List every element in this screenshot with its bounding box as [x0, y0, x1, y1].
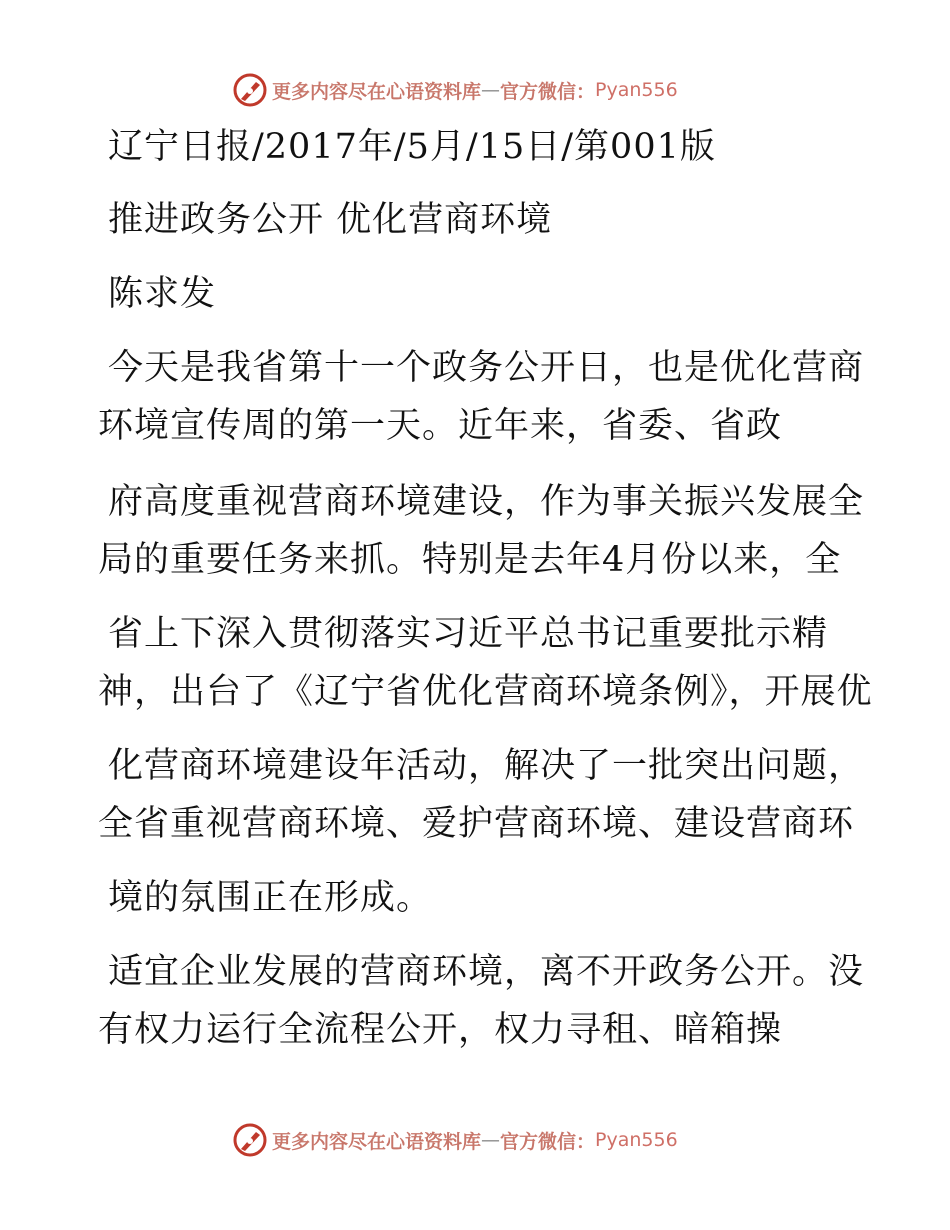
watermark-wechat-label: 官方微信：	[500, 1130, 596, 1153]
body-line: 适宜企业发展的营商环境，离不开政务公开。没	[108, 952, 865, 992]
watermark-handle: Pyan556	[595, 79, 678, 101]
body-line: 今天是我省第十一个政务公开日，也是优化营商	[108, 348, 865, 388]
body-line: 有权力运行全流程公开，权力寻租、暗箱操	[98, 1010, 783, 1050]
watermark-dash: —	[481, 79, 501, 101]
newspaper-source-line: 辽宁日报/2017年/5月/15日/第001版	[108, 127, 716, 167]
body-line: 境的氛围正在形成。	[108, 878, 433, 918]
watermark-wechat-label: 官方微信：	[500, 80, 596, 103]
body-line: 神，出台了《辽宁省优化营商环境条例》，开展优	[98, 672, 873, 712]
watermark-handle: Pyan556	[595, 1129, 678, 1151]
watermark-header	[232, 72, 678, 108]
watermark-dash: —	[481, 1129, 501, 1151]
article-title: 推进政务公开 优化营商环境	[108, 200, 553, 240]
body-line: 环境宣传周的第一天。近年来，省委、省政	[98, 406, 783, 446]
watermark-footer	[232, 1122, 678, 1158]
body-line: 化营商环境建设年活动，解决了一批突出问题，	[108, 746, 865, 786]
watermark-text: 更多内容尽在心语资料库	[272, 80, 482, 103]
body-line: 全省重视营商环境、爱护营商环境、建设营商环	[98, 804, 855, 844]
pen-logo-icon	[232, 72, 268, 108]
watermark-text: 更多内容尽在心语资料库	[272, 1130, 482, 1153]
body-line: 省上下深入贯彻落实习近平总书记重要批示精	[108, 614, 829, 654]
body-line: 府高度重视营商环境建设，作为事关振兴发展全	[108, 482, 865, 522]
pen-logo-icon	[232, 1122, 268, 1158]
body-line: 局的重要任务来抓。特别是去年4月份以来，全	[98, 540, 842, 580]
article-author: 陈求发	[108, 274, 217, 314]
